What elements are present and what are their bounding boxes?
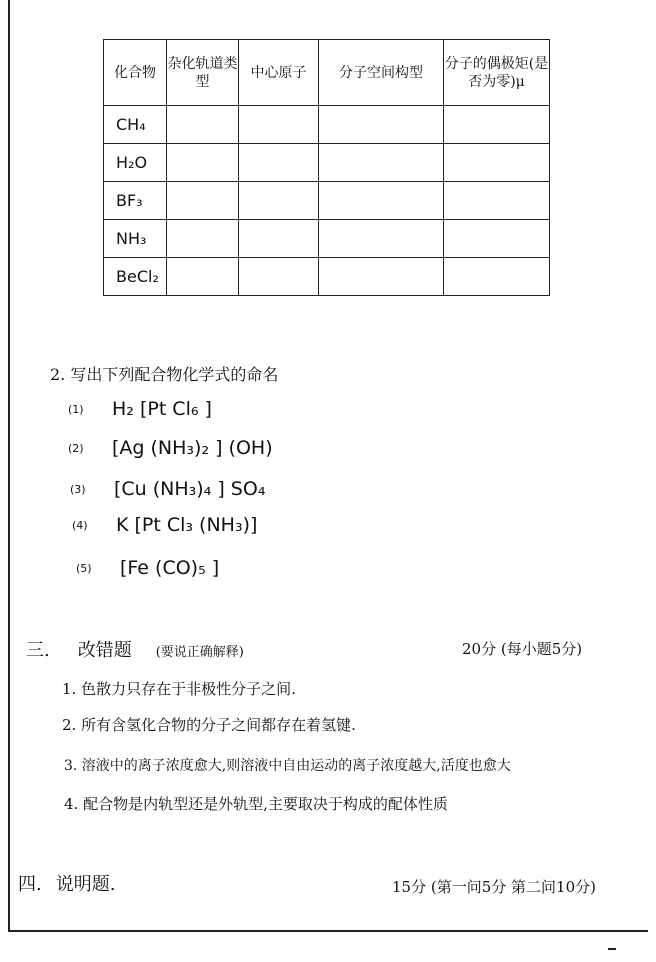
formula-text: K [Pt Cl₃ (NH₃)] — [116, 514, 258, 536]
compound-cell: BF₃ — [104, 182, 167, 220]
item-number: (2) — [68, 442, 84, 455]
answer-cell — [167, 220, 239, 258]
answer-cell — [319, 220, 444, 258]
formula-text: [Fe (CO)₅ ] — [120, 557, 220, 579]
answer-cell — [239, 220, 319, 258]
formula-text: H₂ [Pt Cl₆ ] — [112, 398, 212, 420]
page-frame-left — [8, 0, 10, 930]
compound-cell: BeCl₂ — [104, 258, 167, 296]
correction-item-3: 3. 溶液中的离子浓度愈大,则溶液中自由运动的离子浓度越大,活度也愈大 — [64, 758, 511, 774]
header-center-atom: 中心原子 — [239, 40, 319, 106]
compound-cell: CH₄ — [104, 106, 167, 144]
formula-item-4 — [72, 514, 257, 536]
header-geometry: 分子空间构型 — [319, 40, 444, 106]
section-note: (要说正确解释) — [155, 645, 244, 660]
answer-cell — [444, 182, 550, 220]
section-4-score: 15分 (第一问5分 第二问10分) — [392, 878, 596, 896]
answer-cell — [167, 144, 239, 182]
table-header-row — [104, 40, 550, 106]
formula-text: [Ag (NH₃)₂ ] (OH) — [112, 437, 273, 459]
question-2-title: 2. 写出下列配合物化学式的命名 — [50, 365, 279, 384]
answer-cell — [167, 182, 239, 220]
table-row — [104, 144, 550, 182]
section-title: 改错题 — [77, 640, 132, 661]
section-number: 四. — [18, 874, 42, 895]
correction-item-1: 1. 色散力只存在于非极性分子之间. — [62, 680, 296, 698]
item-number: (3) — [70, 483, 86, 496]
table-row — [104, 182, 550, 220]
answer-cell — [444, 106, 550, 144]
page-frame-bottom — [8, 930, 648, 932]
formula-item-2 — [68, 437, 273, 459]
answer-cell — [319, 106, 444, 144]
item-number: (1) — [68, 403, 84, 416]
item-number: (5) — [76, 562, 92, 575]
header-hybrid: 杂化轨道类型 — [167, 40, 239, 106]
formula-item-5 — [76, 557, 219, 579]
compound-cell: H₂O — [104, 144, 167, 182]
section-number: 三. — [26, 640, 50, 661]
compound-cell: NH₃ — [104, 220, 167, 258]
answer-cell — [239, 106, 319, 144]
correction-item-2: 2. 所有含氢化合物的分子之间都存在着氢键. — [62, 716, 356, 734]
section-3-score: 20分 (每小题5分) — [462, 640, 583, 658]
answer-cell — [239, 144, 319, 182]
answer-cell — [319, 258, 444, 296]
formula-item-3 — [70, 478, 265, 500]
answer-cell — [167, 106, 239, 144]
answer-cell — [319, 182, 444, 220]
formula-item-1 — [68, 398, 212, 420]
formula-text: [Cu (NH₃)₄ ] SO₄ — [114, 478, 266, 500]
header-dipole: 分子的偶极矩(是否为零)μ — [444, 40, 550, 106]
page-mark — [608, 948, 616, 950]
table-row — [104, 220, 550, 258]
answer-cell — [239, 182, 319, 220]
section-4-heading — [18, 870, 115, 896]
correction-item-4: 4. 配合物是内轨型还是外轨型,主要取决于构成的配体性质 — [64, 795, 448, 813]
item-number: (4) — [72, 519, 88, 532]
answer-cell — [319, 144, 444, 182]
answer-cell — [444, 220, 550, 258]
table-row — [104, 106, 550, 144]
answer-cell — [239, 258, 319, 296]
answer-cell — [444, 258, 550, 296]
table-row — [104, 258, 550, 296]
section-title: 说明题. — [55, 874, 116, 895]
header-compound: 化合物 — [104, 40, 167, 106]
answer-cell — [167, 258, 239, 296]
molecule-table — [103, 39, 550, 296]
section-3-heading — [26, 636, 244, 662]
answer-cell — [444, 144, 550, 182]
